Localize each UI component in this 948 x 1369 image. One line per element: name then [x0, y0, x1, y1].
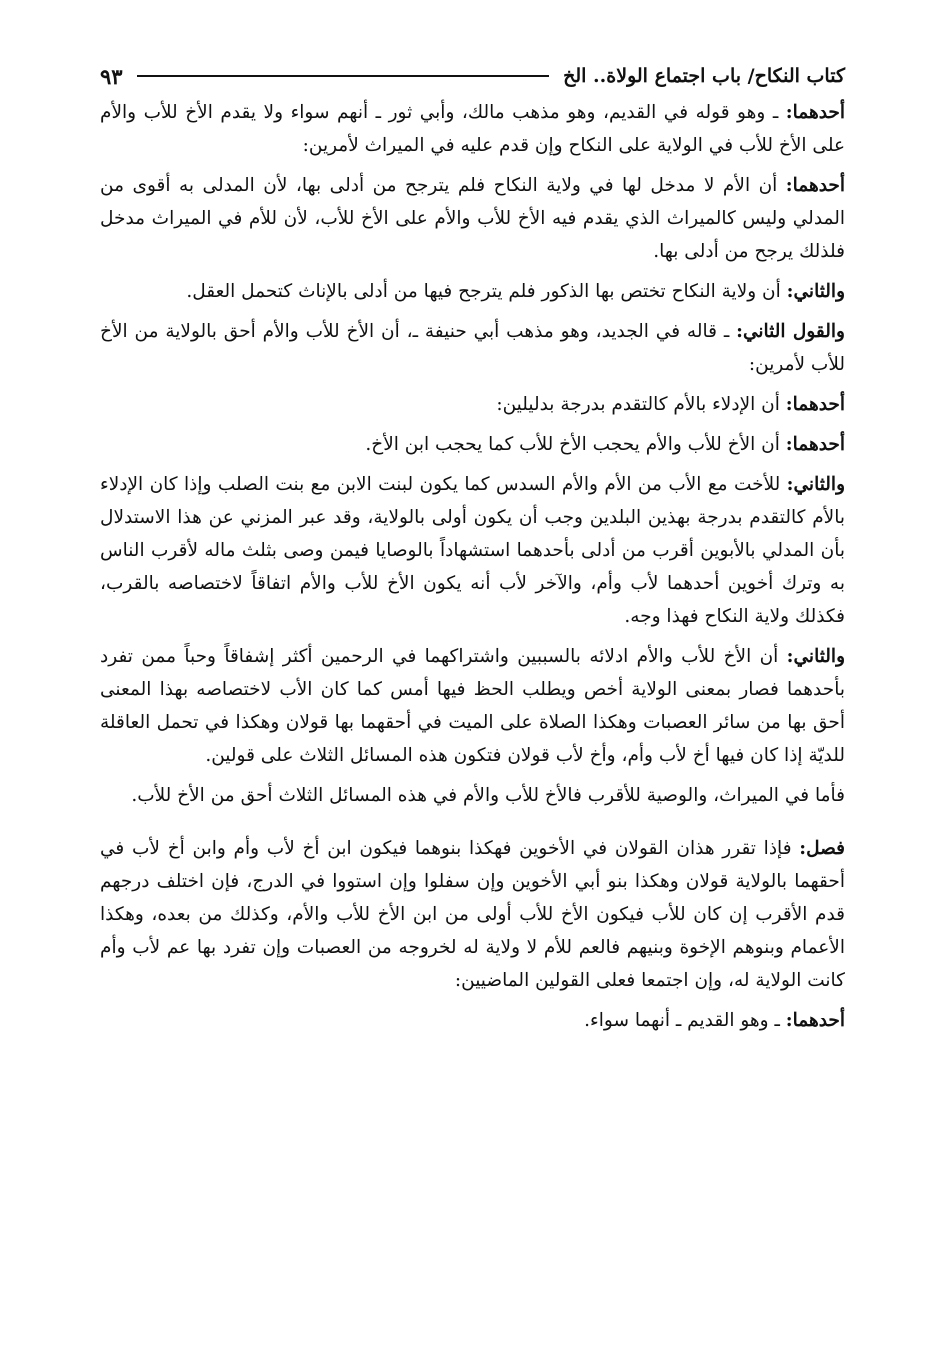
paragraph-8 [100, 640, 845, 772]
paragraph-text: أن الأخ للأب والأم ادلائه بالسببين واشتراكهما في الرحمين أكثر إشفاقاً وحباً ممن تفرد بأحدهما فصار بمعنى الولاية أخص ويطلب الحظ فيها أمس كما كان الأب لاختصاصه بهذا المعنى أحق بها من سائر العصبات وهكذا الصلاة على الميت في أحقهما بها قولان وهكذا في تحمل العاقلة للديّة إذا كان فيها أخ لأب وأم، وأخ لأب قولان فتكون هذه المسائل الثلاث على قولين. [100, 646, 845, 766]
header-rule [137, 75, 550, 77]
paragraph-text: فأما في الميراث، والوصية للأقرب فالأخ للأب والأم في هذه المسائل الثلاث أحق من الأخ للأب. [131, 785, 845, 806]
paragraph-lead: أحدهما: [785, 434, 845, 455]
paragraph-text: أن الأم لا مدخل لها في ولاية النكاح فلم يترجح من أدلى بها، لأن المدلى به أقوى من المدلي وليس كالميراث الذي يقدم فيه الأخ للأب والأم على الأخ للأب، لأن للأم في الميراث مدخل فلذلك يرجح من أدلى بها. [100, 175, 845, 262]
paragraph-lead: أحدهما: [785, 394, 845, 415]
paragraph-1 [100, 96, 845, 162]
paragraph-lead: والثاني: [786, 281, 845, 302]
chapter-title: كتاب النكاح/ باب اجتماع الولاة.. الخ [563, 65, 845, 87]
running-header [100, 58, 845, 94]
paragraph-text: ـ وهو قوله في القديم، وهو مذهب مالك، وأبي ثور ـ أنهم سواء ولا يقدم الأخ للأب والأم على الأخ للأب في الولاية على النكاح وإن قدم عليه في الميراث لأمرين: [100, 102, 845, 156]
paragraph-text: أن الأخ للأب والأم يحجب الأخ للأب كما يحجب ابن الأخ. [365, 434, 786, 455]
paragraph-text: أن ولاية النكاح تختص بها الذكور فلم يترجح فيها من أدلى بالإناث كتحمل العقل. [186, 281, 787, 302]
paragraph-lead: أحدهما: [785, 1010, 845, 1031]
paragraph-text: للأخت مع الأب من الأم والأم السدس كما يكون لبنت الابن مع بنت الصلب وإذا كان الإدلاء بالأم كالتقدم بدرجة بهذين البلدين وجب أن يكون أولى بالولاية، وقد عبر المزني عن هذا الاستدلال بأن المدلي بالأبوين أقرب من أدلى بأحدهما استشهاداً بالوصايا فيمن وصى بثلث ماله لأقرب الناس به وترك أخوين أحدهما لأب وأم، والآخر لأب أنه يكون الأخ للأب والأم اتفاقاً لاختصاصه بالقرب، فكذلك ولاية النكاح فهذا وجه. [100, 474, 845, 627]
paragraph-text: أن الإدلاء بالأم كالتقدم بدرجة بدليلين: [496, 394, 786, 415]
paragraph-text: ـ وهو القديم ـ أنهما سواء. [584, 1010, 786, 1031]
paragraph-text: فإذا تقرر هذان القولان في الأخوين فهكذا بنوهما فيكون ابن أخ لأب وأم وابن أخ لأب في أحقهما بالولاية قولان وهكذا بنو أبي الأخوين وإن سفلوا وإن استووا في الدرج، فإن اختلف درجهم قدم الأقرب إن كان للأب فيكون الأخ للأب أولى من ابن الأخ للأب والأم، وكذلك من بعده، وهكذا الأعمام وبنوهم الإخوة وبنيهم فالعم للأم لا ولاية له لخروجه من العصبات وإن تفرد بها عم لأب وأم كانت الولاية له، وإن اجتمعا فعلى القولين الماضيين: [100, 838, 845, 991]
paragraph-7 [100, 468, 845, 633]
paragraph-4 [100, 315, 845, 381]
paragraph-lead: والثاني: [786, 646, 845, 667]
paragraph-lead: والثاني: [786, 474, 845, 495]
paragraph-lead: فصل: [799, 838, 845, 859]
paragraph-6 [100, 428, 845, 461]
paragraph-11 [100, 1004, 845, 1037]
paragraph-text: ـ قاله في الجديد، وهو مذهب أبي حنيفة ـ، أن الأخ للأب والأم أحق بالولاية من الأخ للأب لأمرين: [100, 321, 845, 375]
paragraph-lead: والقول الثاني: [736, 321, 845, 342]
book-page [100, 58, 845, 1044]
paragraph-lead: أحدهما: [785, 175, 845, 196]
paragraph-3 [100, 275, 845, 308]
page-number: ٩٣ [100, 63, 123, 89]
paragraph-5 [100, 388, 845, 421]
paragraph-2 [100, 169, 845, 268]
paragraph-lead: أحدهما: [785, 102, 845, 123]
paragraph-9 [100, 779, 845, 812]
paragraph-10 [100, 832, 845, 997]
